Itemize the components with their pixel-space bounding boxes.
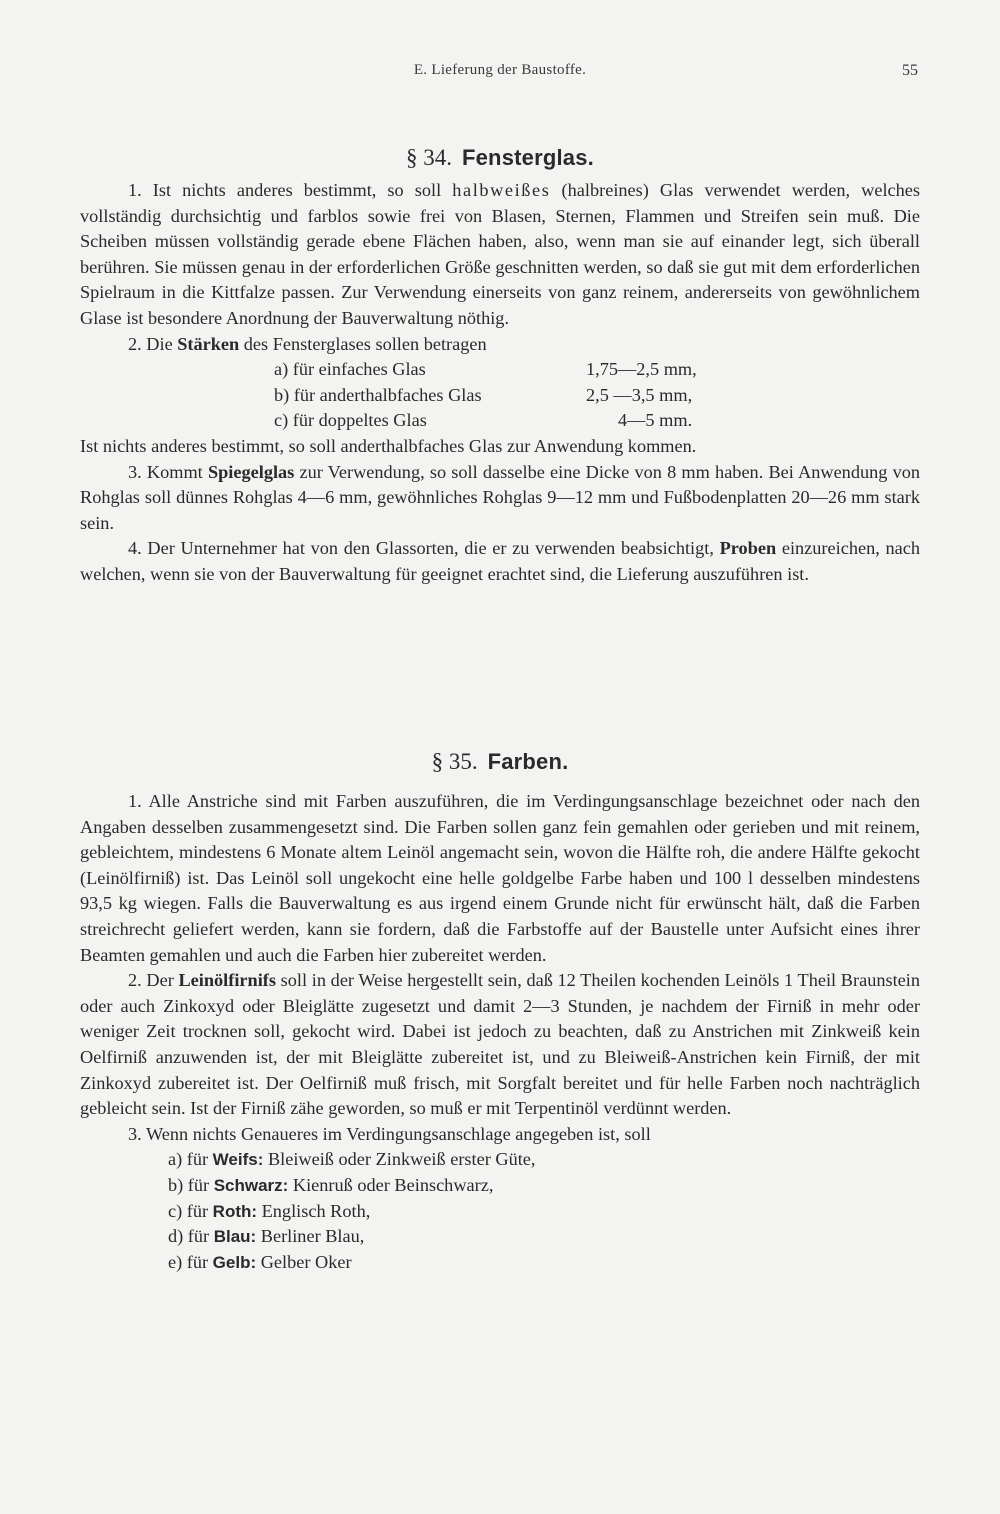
paragraph-34-4 [80,536,920,587]
color-prefix: b) für [168,1174,214,1195]
section-35-title: Farben. [487,749,569,774]
color-name: Schwarz: [213,1175,289,1195]
color-name: Roth: [212,1201,258,1221]
section-34-body [80,178,920,588]
paragraph-34-1 [80,178,920,332]
paragraph-35-1: 1. Alle Anstriche sind mit Farben auszuführen, die im Verdingungsanschlage bezeichnet oder nach den Angaben desselben zusammengesetzt sind. Die Farben sollen ganz fein gemahlen oder gerieben und mit reinem, gebleichtem, mindestens 6 Monate altem Leinöl angemacht sein, wovon die Hälfte roh, die andere Hälfte gekocht (Leinölfirniß) ist. Das Leinöl soll ungekocht eine helle goldgelbe Farbe haben und 100 l desselben mindestens 93,5 kg wiegen. Falls die Bauverwaltung es aus irgend einem Grunde nicht für erwünscht hält, daß die Farben streichrecht geliefert werden, kann sie fordern, daß die Farbstoffe auf der Baustelle unter Aufsicht eines ihrer Beamten gemahlen und auch die Farben hier zubereitet werden. [80,791,920,965]
paragraph-text: (halbreines) Glas verwendet werden, welches vollständig durchsichtig und farblos sowie frei von Blasen, Sternen, Flammen und Streifen sein muß. Die Scheiben müssen vollständig gerade ebene Flächen haben, also, wenn man sie auf einander legt, sich überall berühren. Sie müssen genau in der erforderlichen Größe geschnitten werden, so daß sie gut mit dem erforderlichen Spielraum in die Kittfalze passen. Zur Verwendung einerseits von ganz reinem, andererseits von gewöhnlichem Glase ist besondere Anordnung der Bauverwaltung nöthig. [80,180,921,328]
paragraph-text: 4. Der Unternehmer hat von den Glassorten, die er zu verwenden beabsichtigt, [128,538,720,559]
emphasis-halbweisses: halbweißes [452,180,551,200]
list-item [80,383,920,409]
page-number: 55 [902,62,918,79]
paragraph-34-2 [80,332,920,358]
paragraph-text: 2. Die [128,333,178,354]
section-34-title: Fensterglas. [461,145,594,170]
paragraph-35-2 [80,968,920,1122]
thickness-label: b) für anderthalbfaches Glas [274,384,482,405]
thickness-value: 4—5 mm. [618,410,693,431]
color-name: Blau: [213,1227,257,1247]
paragraph-text: 3. Kommt [128,461,208,482]
list-item [80,1147,920,1173]
paragraph-text: 2. Der [128,970,179,991]
color-desc: Gelber Oker [256,1251,352,1272]
running-title: E. Lieferung der Baustoffe. [413,62,587,78]
color-list [80,1147,920,1275]
thickness-value: 2,5 —3,5 mm, [586,384,693,405]
section-35-heading [80,749,920,775]
paragraph-text: des Fensterglases sollen betragen [239,333,487,354]
paragraph-34-3 [80,460,920,537]
paragraph-text: zur Verwendung, so soll dasselbe eine Dicke von 8 mm haben. Bei Anwendung von Rohglas soll dünnes Rohglas 4—6 mm, gewöhnliches Rohglas 9—12 mm und Fußbodenplatten 20—26 mm stark sein. [80,461,920,533]
color-desc: Kienruß oder Beinschwarz, [288,1174,494,1195]
list-item [80,1250,920,1276]
emphasis-proben: Proben [719,538,777,559]
paragraph-text: einzureichen, nach welchen, wenn sie von der Bauverwaltung für geeignet erachtet sind, die Lieferung auszuführen ist. [80,538,920,584]
color-prefix: a) für [168,1149,213,1170]
color-desc: Bleiweiß oder Zinkweiß erster Güte, [263,1149,536,1170]
emphasis-spiegelglas: Spiegelglas [207,461,295,482]
section-34-number: § 34. [405,145,452,170]
color-prefix: e) für [168,1251,213,1272]
color-name: Gelb: [212,1252,257,1272]
list-item [80,1224,920,1250]
glass-thickness-list [80,357,920,434]
thickness-label: c) für doppeltes Glas [274,410,427,431]
section-35-body [80,789,920,1275]
thickness-value: 1,75—2,5 mm, [586,359,697,380]
list-item [80,1173,920,1199]
list-item [80,357,920,383]
section-35-number: § 35. [431,749,478,774]
list-item [80,408,920,434]
paragraph-text: soll in der Weise hergestellt sein, daß 12 Theilen kochenden Leinöls 1 Theil Braunstein oder auch Zinkoxyd oder Bleiglätte zugesetzt und damit 2—3 Stunden, je nachdem der Firniß in mehr oder weniger Zeit trocknen soll, gekocht wird. Dabei ist jedoch zu beachten, daß zu Anstrichen mit Zinkweiß kein Oelfirniß anzuwenden ist, der mit Bleiglätte zubereitet ist, und zu Bleiweiß-Anstrichen kein Firniß, der mit Zinkoxyd zubereitet ist. Der Oelfirniß muß frisch, mit Sorgfalt bereitet und für helle Farben noch nachträglich gebleicht sein. Ist der Firniß zähe geworden, so muß er mit Terpentinöl verdünnt werden. [80,970,920,1119]
emphasis-staerken: Stärken [177,333,240,354]
color-prefix: d) für [168,1226,214,1247]
thickness-label: a) für einfaches Glas [274,359,426,380]
color-name: Weifs: [212,1150,264,1170]
color-prefix: c) für [168,1200,213,1221]
emphasis-leinoelfirniss: Leinölfirnifs [178,970,276,991]
color-desc: Berliner Blau, [256,1226,365,1247]
paragraph-34-2-after: Ist nichts anderes bestimmt, so soll anderthalbfaches Glas zur Anwendung kommen. [80,435,697,456]
color-desc: Englisch Roth, [257,1200,371,1221]
section-34-heading [80,145,920,171]
paragraph-text: 1. Ist nichts anderes bestimmt, so soll [128,180,453,200]
list-item [80,1199,920,1225]
paragraph-35-3: 3. Wenn nichts Genaueres im Verdingungsanschlage angegeben ist, soll [128,1123,651,1144]
running-header [80,62,920,86]
